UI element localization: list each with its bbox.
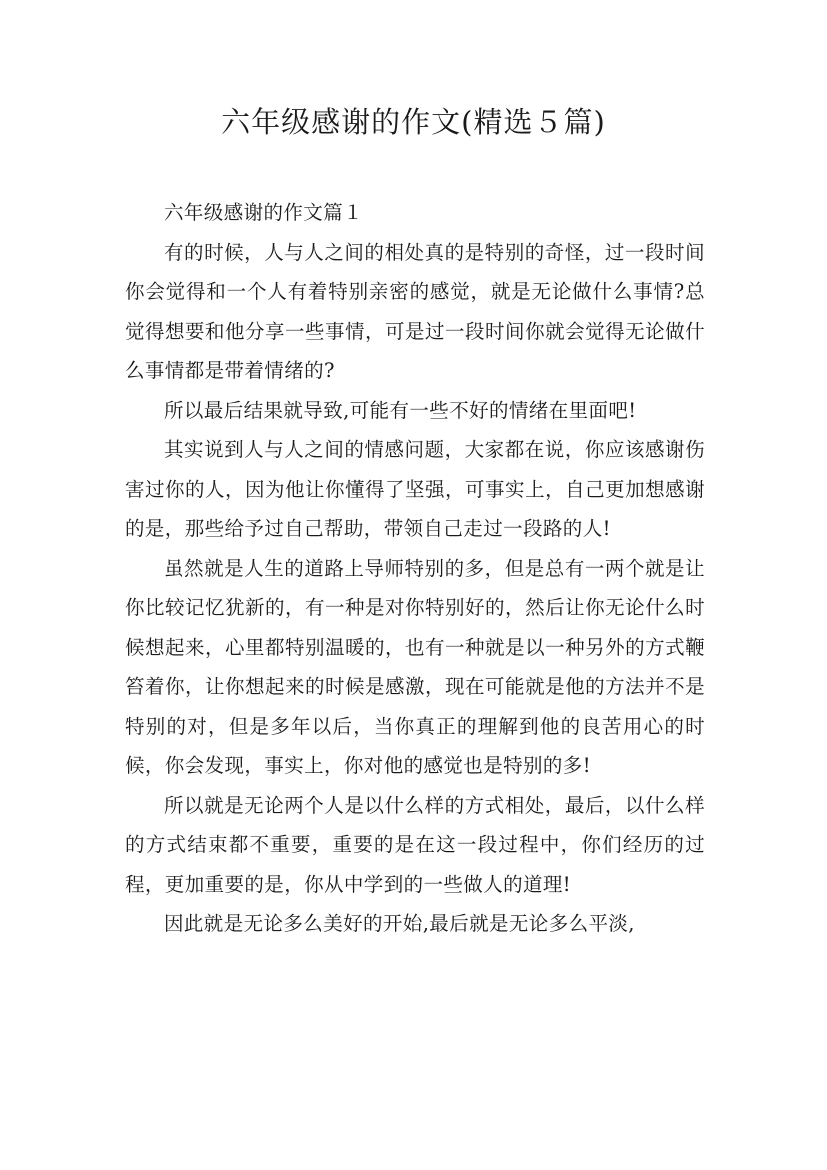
paragraph-6: 因此就是无论多么美好的开始,最后就是无论多么平淡, [164,912,635,935]
paragraph-5: 所以就是无论两个人是以什么样的方式相处，最后，以什么样的方式结束都不重要，重要的是在这一段过程中，你们经历的过程，更加重要的是，你从中学到的一些做人的道理! [125,793,705,896]
paragraph-4: 虽然就是人生的道路上导师特别的多，但是总有一两个就是让你比较记忆犹新的，有一种是对你特别好的，然后让你无论什么时候想起来，心里都特别温暖的，也有一种就是以一种另外的方式鞭笞着你，让你想起来的时候是感激，现在可能就是他的方法并不是特别的对，但是多年以后，当你真正的理解到他的良苦用心的时候，你会发现，事实上，你对他的感觉也是特别的多! [125,556,705,777]
paragraph-2: 所以最后结果就导致,可能有一些不好的情绪在里面吧! [164,398,637,422]
paragraph-3: 其实说到人与人之间的情感问题，大家都在说，你应该感谢伤害过你的人，因为他让你懂得了坚强，可事实上，自己更加想感谢的是，那些给予过自己帮助，带领自己走过一段路的人! [125,438,705,540]
document-title: 六年级感谢的作文(精选５篇) [221,105,606,139]
paragraph-1: 有的时候，人与人之间的相处真的是特别的奇怪，过一段时间你会觉得和一个人有着特别亲密的感觉，就是无论做什么事情?总觉得想要和他分享一些事情，可是过一段时间你就会觉得无论做什么事情都是带着情绪的? [125,240,705,382]
section-heading: 六年级感谢的作文篇１ [164,201,364,224]
document-body [125,193,705,944]
